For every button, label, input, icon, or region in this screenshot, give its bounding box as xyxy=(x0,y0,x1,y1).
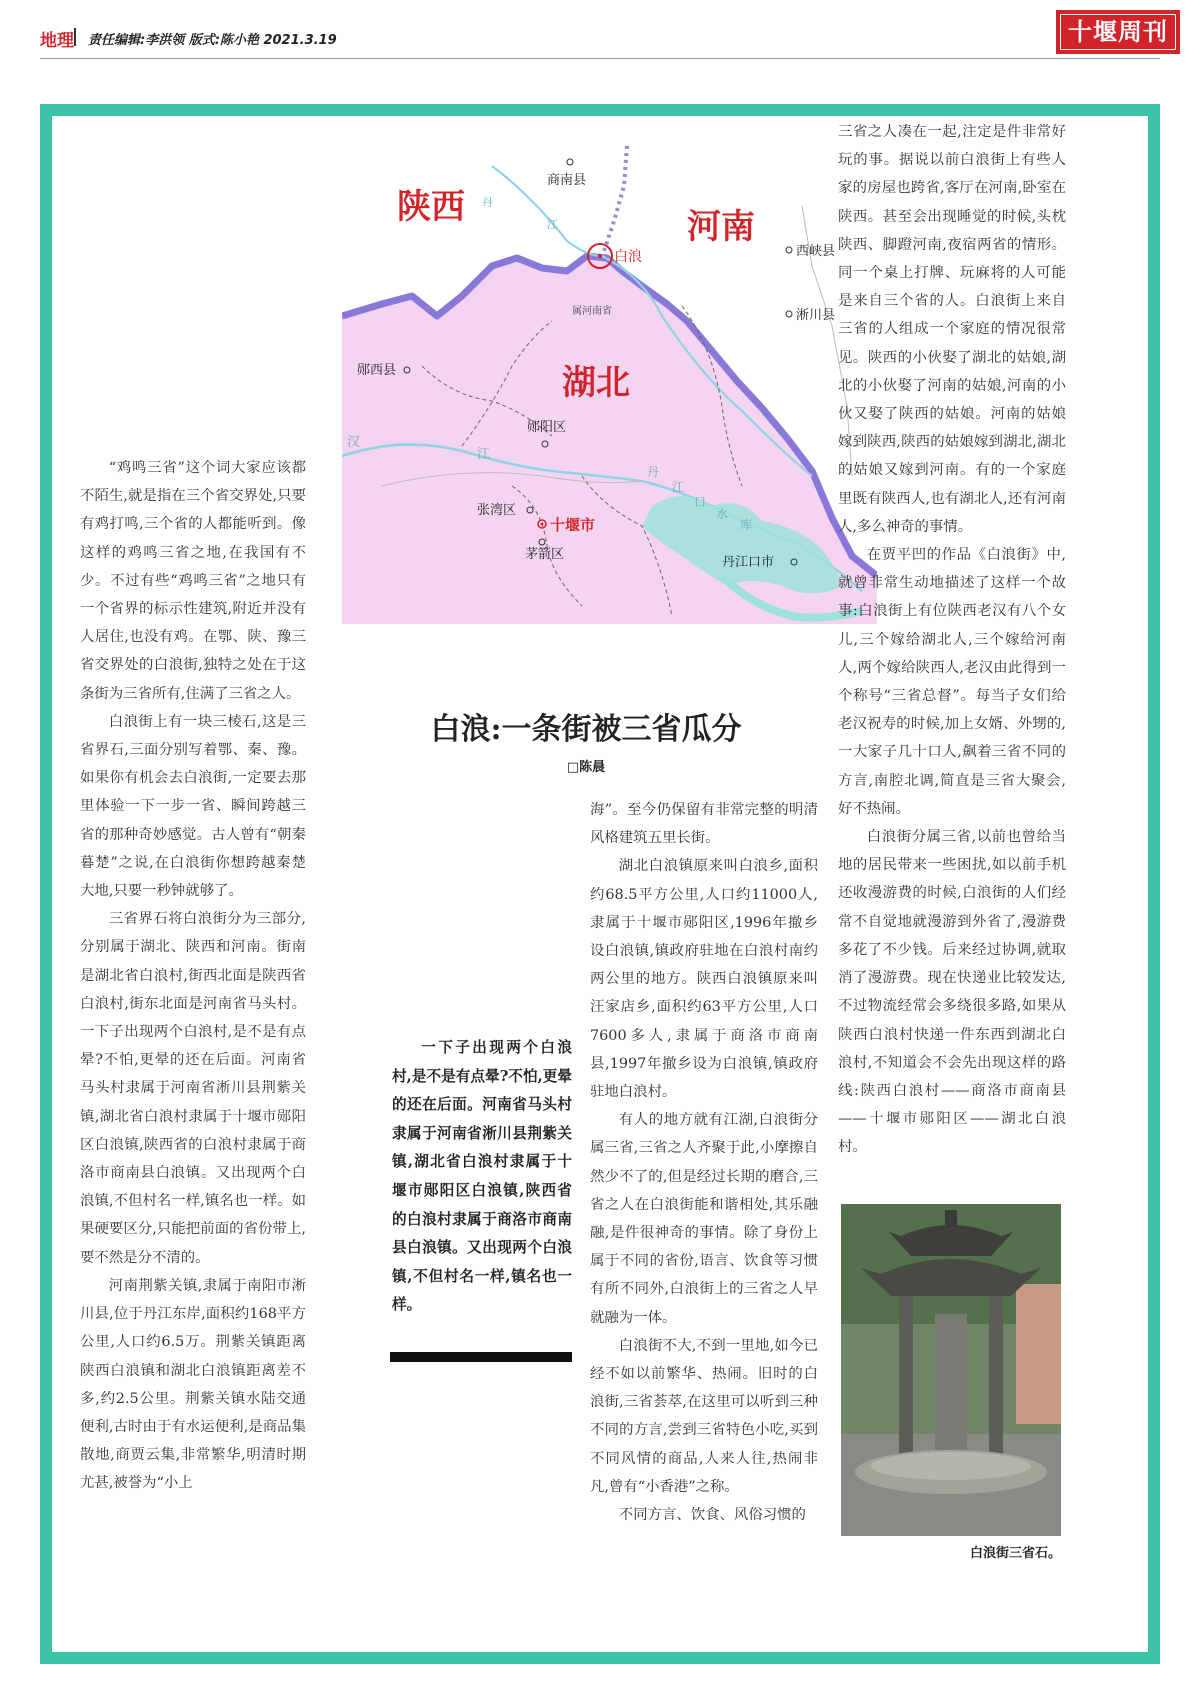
label-bailang: 白浪 xyxy=(614,249,642,265)
water-label: 江 xyxy=(547,218,558,231)
column-3 xyxy=(838,118,1066,1162)
label-shuhenan: 属河南省 xyxy=(572,306,612,317)
water-label: 水 xyxy=(716,507,729,521)
map-svg xyxy=(342,146,877,624)
paragraph: 白浪街不大,不到一里地,如今已经不如以前繁华、热闹。旧时的白浪街,三省荟萃,在这里可以听到三种不同的方言,尝到三省特色小吃,买到不同风情的商品,人来人往,热闹非凡,曾有“小香港”之称。 xyxy=(590,1337,818,1495)
water-label: 丹 xyxy=(482,196,493,209)
paragraph: 白浪街分属三省,以前也曾给当地的居民带来一些困扰,如以前手机还收漫游费的时候,白浪街的人们经常不自觉地就漫游到外省了,漫游费多花了不少钱。后来经过协调,就取消了漫游费。现在快递业比较发达,不过物流经常会多绕很多路,如果从陕西白浪村快递一件东西到湖北白浪村,不知道会不会先出现这样的路线:陕西白浪村——商洛市商南县——十堰市郧阳区——湖北白浪村。 xyxy=(838,829,1066,1156)
label-shangnan: 商南县 xyxy=(547,173,587,188)
paragraph: 三省之人凑在一起,注定是件非常好玩的事。据说以前白浪街上有些人家的房屋也跨省,客厅在河南,卧室在陕西。甚至会出现睡觉的时候,头枕陕西、脚蹬河南,夜宿两省的情形。同一个桌上打牌、玩麻将的人可能是来自三个省的人。白浪街上来自三省的人组成一个家庭的情况很常见。陕西的小伙娶了湖北的姑娘,湖北的小伙娶了河南的姑娘,河南的小伙又娶了陕西的姑娘。河南的姑娘嫁到陕西,陕西的姑娘嫁到湖北,湖北的姑娘又嫁到河南。有的一个家庭里既有陕西人,也有湖北人,还有河南人,多么神奇的事情。 xyxy=(838,124,1066,535)
header-rule xyxy=(40,58,1160,59)
paragraph: 湖北白浪镇原来叫白浪乡,面积约68.5平方公里,人口约11000人,隶属于十堰市郧阳区,1996年撤乡设白浪镇,镇政府驻地在白浪村南约两公里的地方。陕西白浪镇原来叫汪家店乡,面积约63平方公里,人口7600多人,隶属于商洛市商南县,1997年撤乡设为白浪镇,镇政府驻地白浪村。 xyxy=(590,858,818,1101)
photo-caption: 白浪街三省石。 xyxy=(969,1546,1061,1561)
region-map xyxy=(342,146,877,624)
author-byline: □陈晨 xyxy=(566,760,606,775)
pull-quote-bar xyxy=(390,1352,572,1362)
water-label: 口 xyxy=(694,495,707,509)
column-1 xyxy=(80,454,306,1498)
water-label: 丹 xyxy=(647,465,660,479)
paragraph: 不同方言、饮食、风俗习惯的 xyxy=(618,1507,806,1524)
paragraph: “鸡鸣三省”这个词大家应该都不陌生,就是指在三个省交界处,只要有鸡打鸣,三个省的人都能听到。像这样的鸡鸣三省之地,在我国有不少。不过有些“鸡鸣三省”之地只有一个省界的标示性建筑,附近并没有人居住,也没有鸡。在鄂、陕、豫三省交界处的白浪街,独特之处在于这条街为三省所有,住满了三省之人。 xyxy=(80,460,306,702)
column-2 xyxy=(590,796,818,1529)
label-yunyang: 郧阳区 xyxy=(527,420,567,435)
paragraph: 有人的地方就有江湖,白浪街分属三省,三省之人齐聚于此,小摩擦自然少不了的,但是经过长期的磨合,三省之人在白浪街能和谐相处,其乐融融,是件很神奇的事情。除了身份上属于不同的省份,语言、饮食等习惯有所不同外,白浪街上的三省之人早就融为一体。 xyxy=(590,1112,818,1326)
section-label: 地理 xyxy=(40,31,74,51)
paragraph: 三省界石将白浪街分为三部分,分别属于湖北、陕西和河南。街南是湖北省白浪村,街西北面是陕西省白浪村,街东北面是河南省马头村。一下子出现两个白浪村,是不是有点晕?不怕,更晕的还在后面。河南省马头村隶属于河南省淅川县荆紫关镇,湖北省白浪村隶属于十堰市郧阳区白浪镇,陕西省的白浪村隶属于商洛市商南县白浪镇。又出现两个白浪镇,不但村名一样,镇名也一样。如果硬要区分,只能把前面的省份带上,要不然是分不清的。 xyxy=(80,911,306,1266)
header-divider xyxy=(74,28,76,46)
editor-credits: 责任编辑:李洪领 版式:陈小艳 2021.3.19 xyxy=(88,33,337,48)
label-shiyan: 十堰市 xyxy=(550,516,596,534)
page-header xyxy=(40,17,1168,64)
pull-quote xyxy=(392,1034,572,1320)
label-henan: 河南 xyxy=(687,207,755,247)
paragraph: 河南荆紫关镇,隶属于南阳市淅川县,位于丹江东岸,面积约168平方公里,人口约6.5万。荆紫关镇距离陕西白浪镇和湖北白浪镇距离差不多,约2.5公里。荆紫关镇水陆交通便利,古时由于有水运便利,是商品集散地,商贾云集,非常繁华,明清时期尤甚,被誉为“小上 xyxy=(80,1277,306,1492)
label-xichuan: 淅川县 xyxy=(796,308,836,323)
label-maojian: 茅箭区 xyxy=(525,547,565,562)
label-yunxi: 郧西县 xyxy=(357,363,397,378)
three-province-stone-photo xyxy=(841,1204,1061,1536)
label-danjiangkou: 丹江口市 xyxy=(722,555,775,570)
paragraph: 白浪街上有一块三棱石,这是三省界石,三面分别写着鄂、秦、豫。如果你有机会去白浪街,一定要去那里体验一下一步一省、瞬间跨越三省的那种奇妙感觉。古人曾有“朝秦暮楚”之说,在白浪街你想跨越秦楚大地,只要一秒钟就够了。 xyxy=(80,713,306,900)
label-xixia: 西峡县 xyxy=(796,244,836,259)
water-label: 江 xyxy=(477,447,491,462)
label-hubei: 湖北 xyxy=(562,363,630,403)
label-shaanxi: 陕西 xyxy=(397,187,465,227)
article-frame xyxy=(40,104,1160,1664)
label-zhangwan: 张湾区 xyxy=(477,503,517,518)
photo-illustration xyxy=(841,1204,1061,1536)
article-title: 白浪:一条街被三省瓜分 xyxy=(430,712,742,747)
pull-quote-text: 一下子出现两个白浪村,是不是有点晕?不怕,更晕的还在后面。河南省马头村隶属于河南省淅川县荆紫关镇,湖北省白浪村隶属于十堰市郧阳区白浪镇,陕西省的白浪村隶属于商洛市商南县白浪镇。又出现两个白浪镇,不但村名一样,镇名也一样。 xyxy=(392,1039,572,1314)
water-label: 汉 xyxy=(347,435,361,450)
water-label: 江 xyxy=(672,480,685,494)
article-body xyxy=(52,116,1148,1652)
water-label: 库 xyxy=(740,518,753,532)
paragraph: 海”。至今仍保留有非常完整的明清风格建筑五里长街。 xyxy=(590,802,818,847)
brand-logo: 十堰周刊 xyxy=(1056,10,1180,54)
paragraph: 在贾平凹的作品《白浪街》中,就曾非常生动地描述了这样一个故事:白浪街上有位陕西老汉有八个女儿,三个嫁给湖北人,三个嫁给河南人,两个嫁给陕西人,老汉由此得到一个称号“三省总督”。每当子女们给老汉祝寿的时候,加上女婿、外甥的,一大家子几十口人,飙着三省不同的方言,南腔北调,简直是三省大聚会,好不热闹。 xyxy=(838,547,1066,817)
